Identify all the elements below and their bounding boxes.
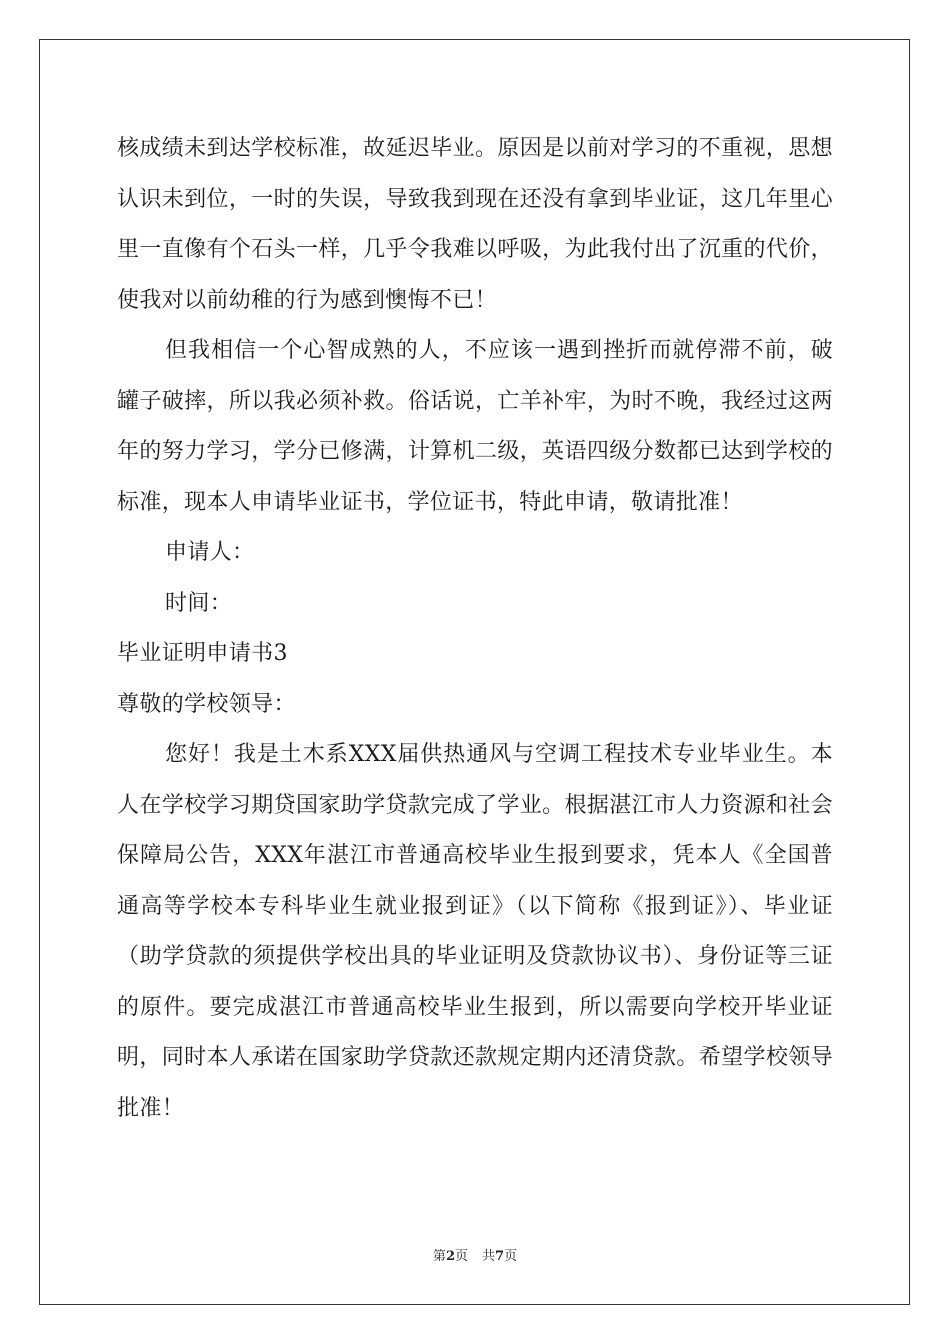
paragraph-remedy: 但我相信一个心智成熟的人，不应该一遇到挫折而就停滞不前，破罐子破摔，所以我必须补救。俗话说，亡羊补牢，为时不晚，我经过这两年的努力学习，学分已修满，计算机二级，英语四级分数都已达到学校的标准，现本人申请毕业证书，学位证书，特此申请，敬请批准！ <box>117 338 833 515</box>
footer-total-prefix: 共 <box>482 1249 496 1264</box>
applicant-line: 申请人： <box>165 540 255 565</box>
section-title: 毕业证明申请书3 <box>117 641 288 666</box>
footer-total-suffix: 页 <box>504 1249 518 1264</box>
paragraph-continuation: 核成绩未到达学校标准，故延迟毕业。原因是以前对学习的不重视，思想认识未到位，一时的失误，导致我到现在还没有拿到毕业证，这几年里心里一直像有个石头一样，几乎令我难以呼吸，为此我付出了沉重的代价，使我对以前幼稚的行为感到懊悔不已！ <box>117 136 833 313</box>
total-pages-number: 7 <box>495 1249 505 1264</box>
salutation: 尊敬的学校领导： <box>117 691 296 717</box>
paragraph-request: 您好！我是土木系XXX届供热通风与空调工程技术专业毕业生。本人在学校学习期贷国家助学贷款完成了学业。根据湛江市人力资源和社会保障局公告，XXX年湛江市普通高校毕业生报到要求，凭本人《全国普通高等学校本专科毕业生就业报到证》（以下简称《报到证》）、毕业证（助学贷款的须提供学校出具的毕业证明及贷款协议书）、身份证等三证的原件。要完成湛江市普通高校毕业生报到，所以需要向学校开毕业证明，同时本人承诺在国家助学贷款还款规定期内还清贷款。希望学校领导批准！ <box>117 742 833 1121</box>
date-line: 时间： <box>165 590 233 616</box>
footer-prefix: 第 <box>432 1249 446 1264</box>
footer-page-suffix: 页 <box>454 1249 468 1264</box>
document-body <box>117 124 833 1134</box>
page-footer <box>0 1245 950 1264</box>
current-page-number: 2 <box>445 1249 455 1264</box>
